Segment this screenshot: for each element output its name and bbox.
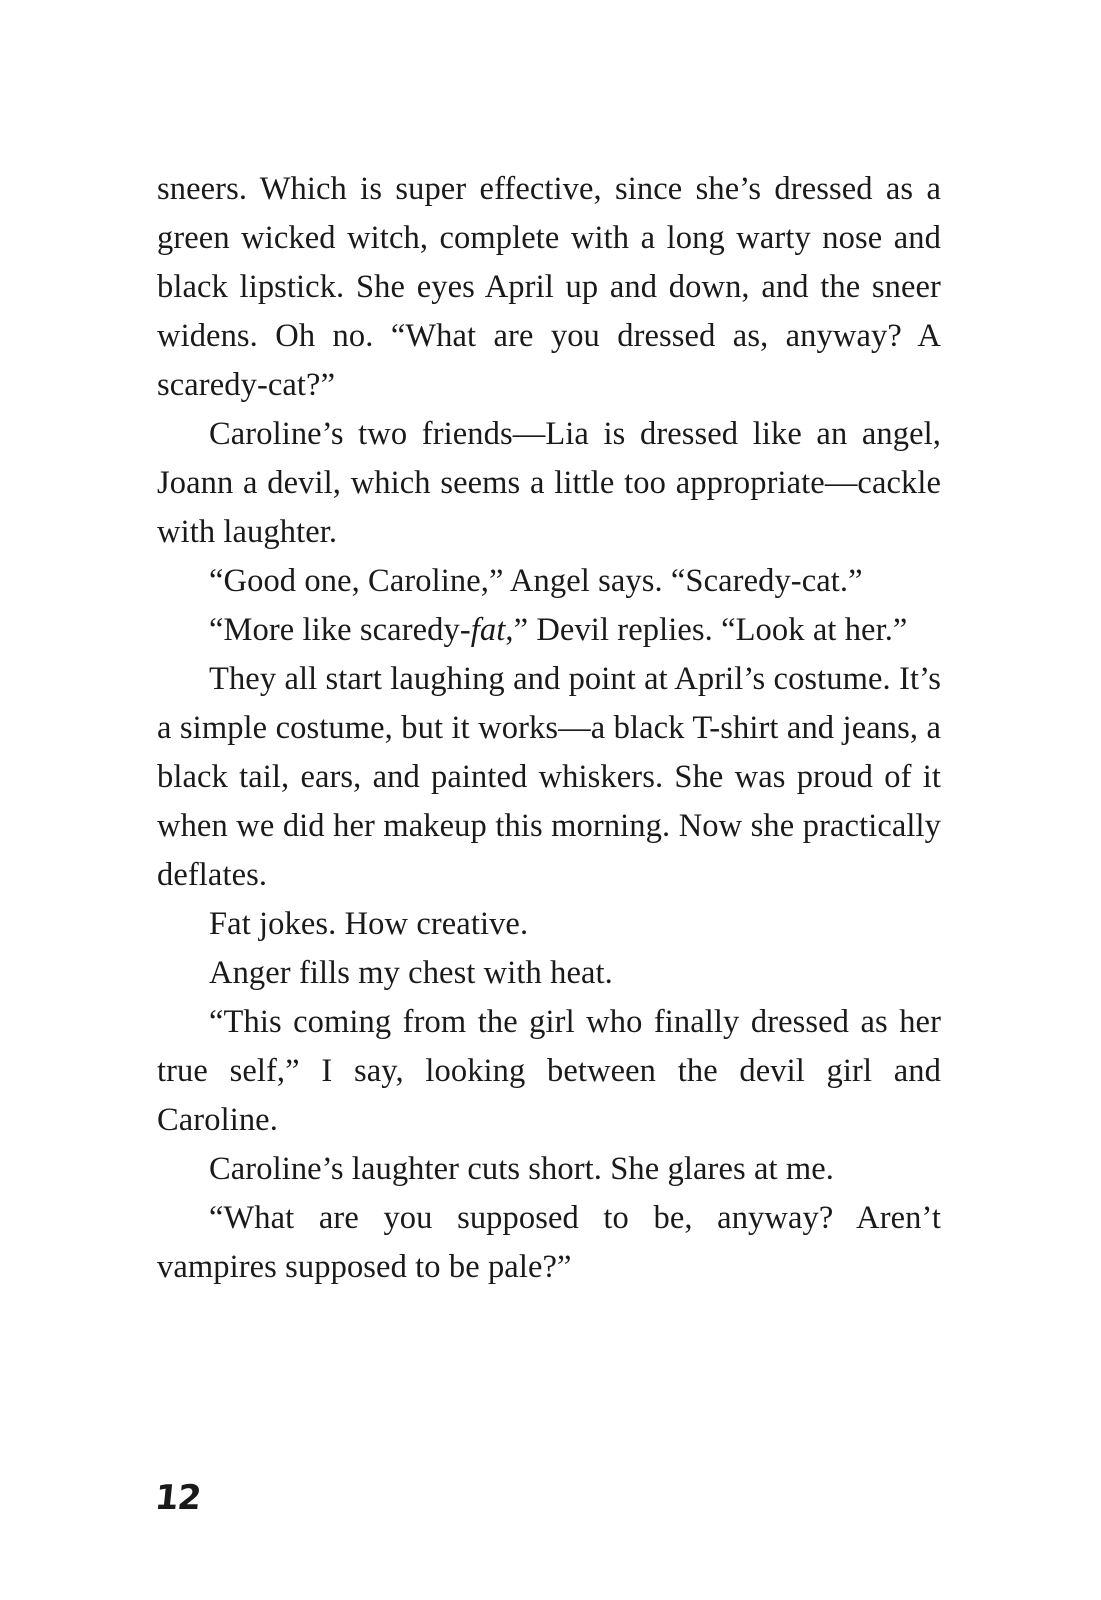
paragraph: “Good one, Caroline,” Angel says. “Scaredy-cat.” xyxy=(209,563,863,599)
paragraph: “What are you supposed to be, anyway? Aren’t vampires supposed to be pale?” xyxy=(157,1200,941,1285)
body-text xyxy=(157,165,941,1292)
paragraph: Caroline’s two friends—Lia is dressed like an angel, Joann a devil, which seems a little too appropriate—cackle with laughter. xyxy=(157,416,941,550)
paragraph-segment: “More like scaredy- xyxy=(209,612,471,648)
paragraph: Anger fills my chest with heat. xyxy=(209,955,613,991)
italic-word: fat xyxy=(470,612,506,648)
paragraph xyxy=(157,606,941,655)
paragraph: Caroline’s laughter cuts short. She glares at me. xyxy=(209,1151,834,1187)
paragraph-segment: ,” Devil replies. “Look at her.” xyxy=(505,612,908,648)
paragraph: “This coming from the girl who finally dressed as her true self,” I say, looking between the devil girl and Caroline. xyxy=(157,1004,941,1138)
paragraph: They all start laughing and point at April’s costume. It’s a simple costume, but it works—a black T-shirt and jeans, a black tail, ears, and painted whiskers. She was proud of it when we did her makeup this morning. Now she practically deflates. xyxy=(157,661,941,893)
paragraph: Fat jokes. How creative. xyxy=(209,906,529,942)
paragraph-continued: sneers. Which is super effective, since she’s dressed as a green wicked witch, complete with a long warty nose and black lipstick. She eyes April up and down, and the sneer widens. Oh no. “What are you dressed as, anyway? A scaredy-cat?” xyxy=(157,171,941,403)
page-number: 12 xyxy=(152,1478,203,1518)
